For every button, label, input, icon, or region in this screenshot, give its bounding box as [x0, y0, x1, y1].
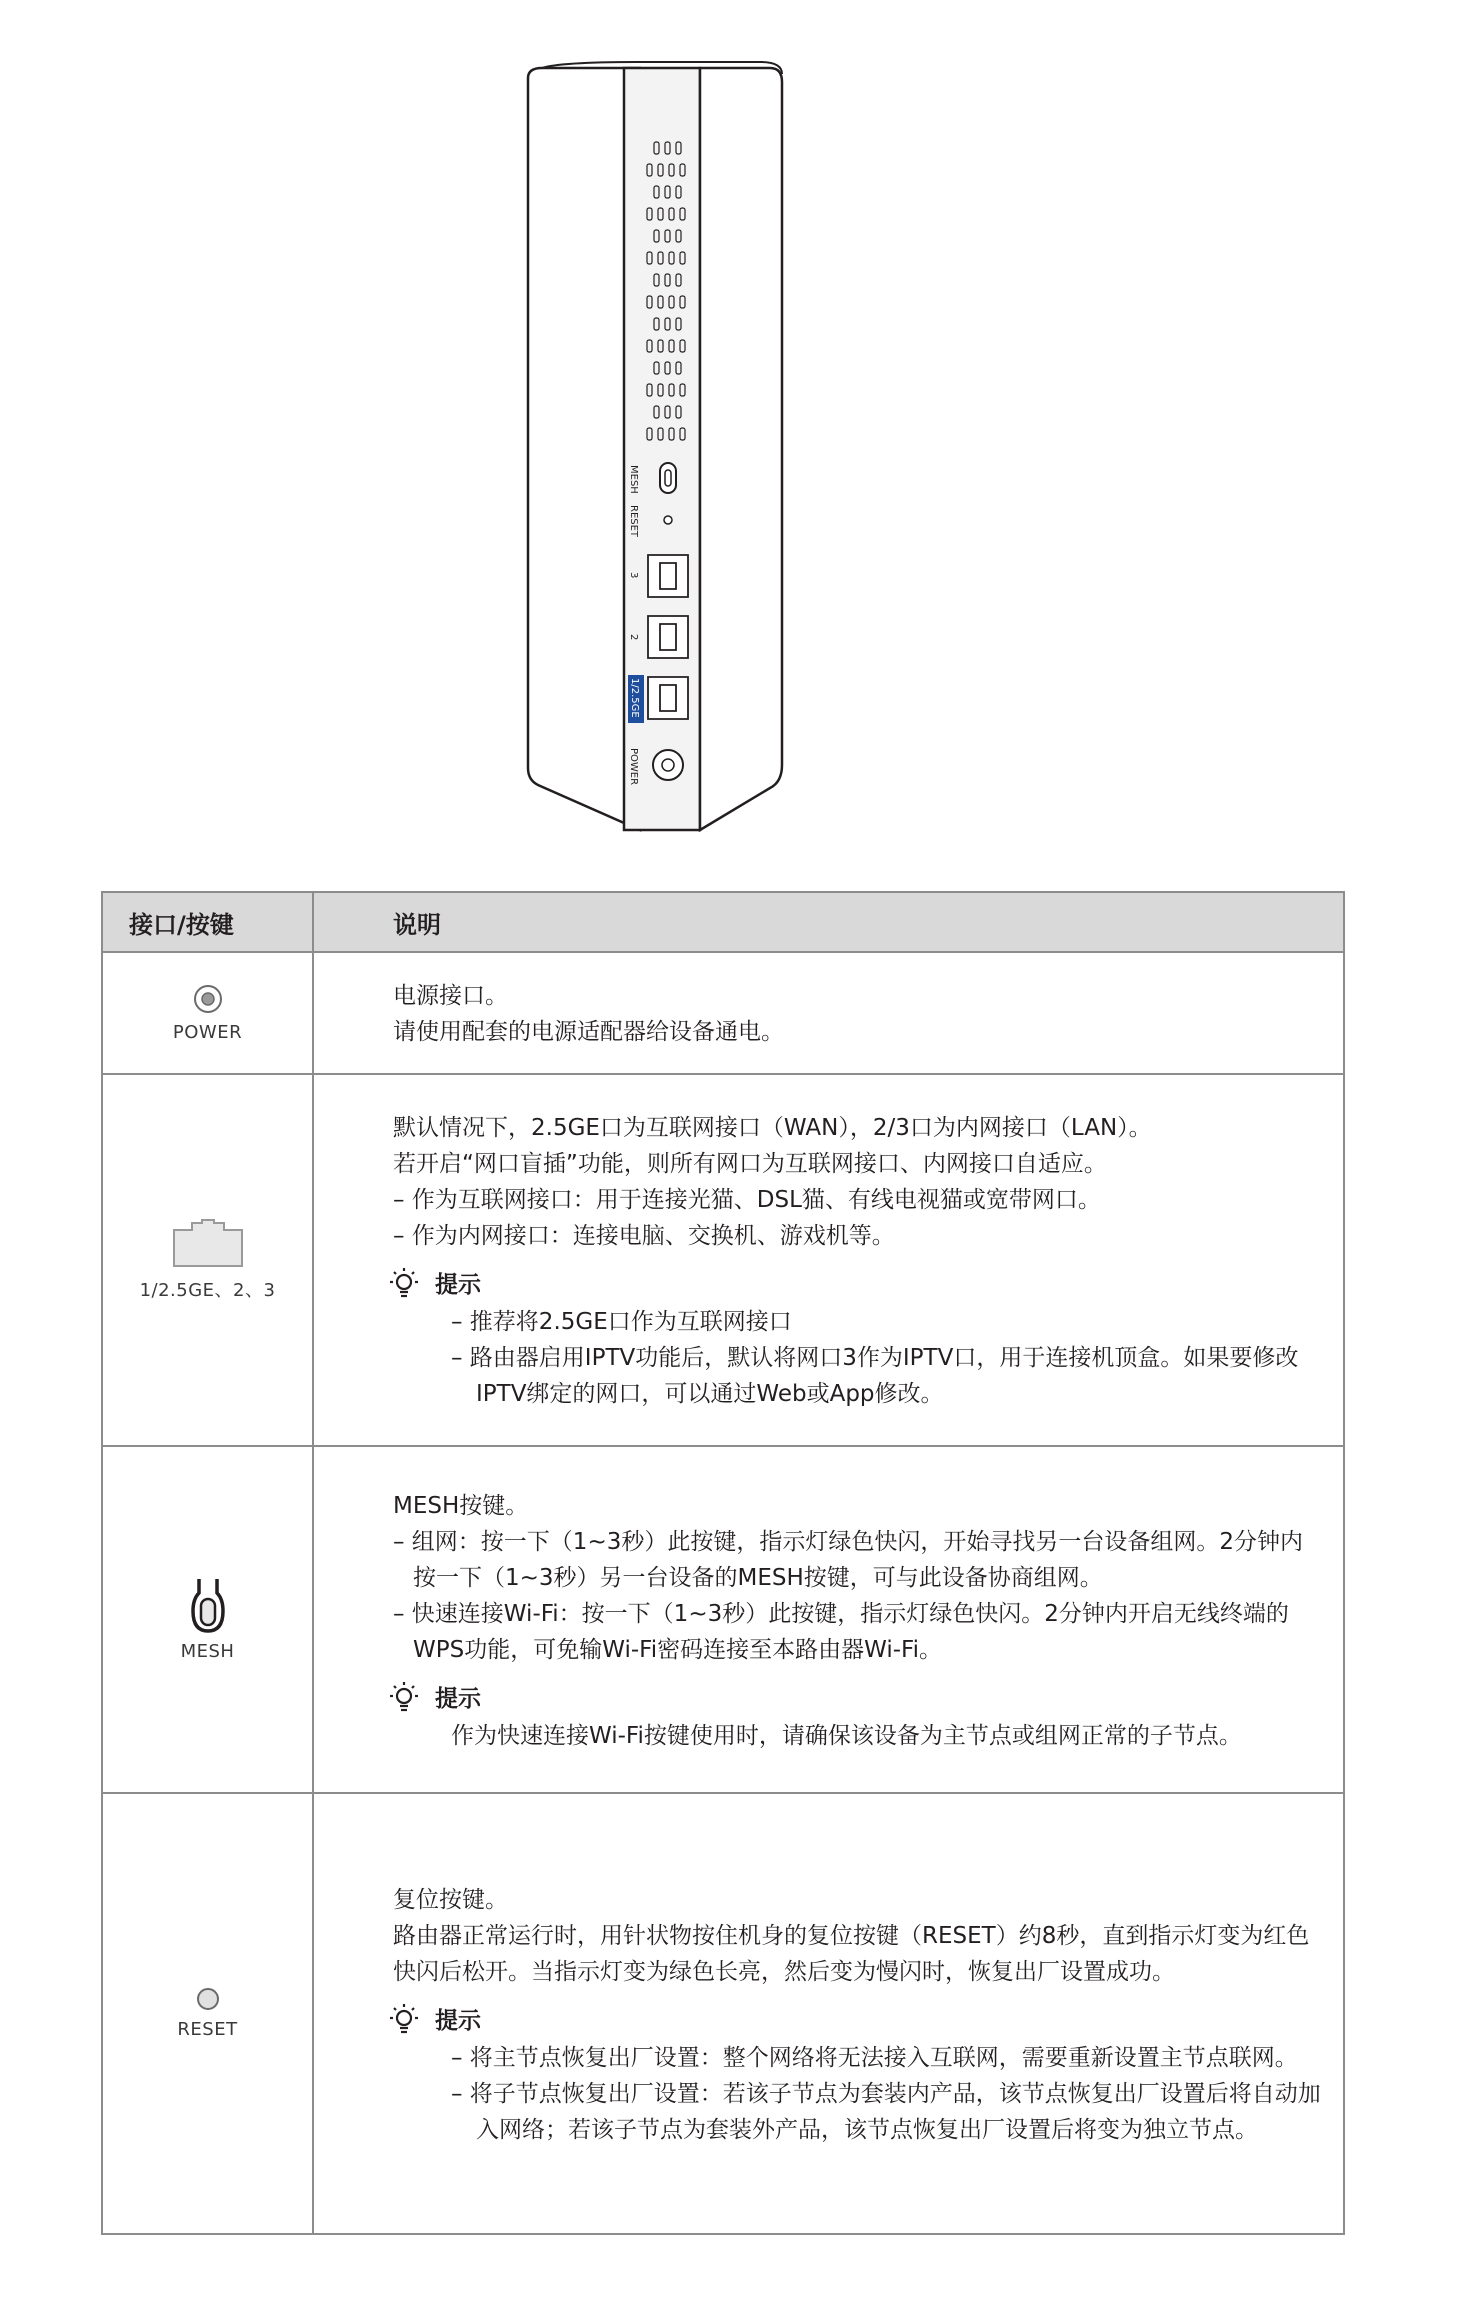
table-row-power: [102, 952, 1344, 1074]
tip-item: 作为快速连接Wi-Fi按键使用时，请确保该设备为主节点或组网正常的子节点。: [451, 1722, 1242, 1749]
lightbulb-icon: [385, 1266, 423, 1304]
reset-desc-line: 复位按键。: [393, 1886, 508, 1913]
reset-tip-body: [393, 2040, 1323, 2148]
table-row-ethernet: [102, 1074, 1344, 1446]
mesh-desc-line: – 组网：按一下（1~3秒）此按键，指示灯绿色快闪，开始寻找另一台设备组网。2分钟内按一下（1~3秒）另一台设备的MESH按键，可与此设备协商组网。: [393, 1528, 1303, 1591]
port2-label: 2: [628, 634, 639, 641]
power-desc: [313, 952, 1344, 1074]
tip-item: – 路由器启用IPTV功能后，默认将网口3作为IPTV口，用于连接机顶盒。如果要修改IPTV绑定的网口，可以通过Web或App修改。: [451, 1345, 1299, 1407]
reset-label: RESET: [177, 2019, 238, 2040]
table-row-mesh: [102, 1446, 1344, 1793]
reset-desc: [313, 1793, 1344, 2234]
ethernet-port-icon: [172, 1218, 244, 1268]
ethernet-desc: [313, 1074, 1344, 1446]
header-key: 接口/按键: [102, 892, 313, 952]
port3-label: 3: [628, 572, 639, 579]
power-label: POWER: [172, 1021, 243, 1043]
reset-desc-line: 路由器正常运行时，用针状物按住机身的复位按键（RESET）约8秒，直到指示灯变为红色快闪后松开。当指示灯变为绿色长亮，然后变为慢闪时，恢复出厂设置成功。: [393, 1922, 1310, 1985]
ports-table: [101, 891, 1345, 2235]
power-key-cell: [102, 952, 313, 1074]
mesh-label: MESH: [180, 1641, 235, 1662]
mesh-port-label: MESH: [628, 465, 639, 494]
port1-label: 1/2.5GE: [629, 678, 640, 718]
ethernet-key-cell: [102, 1074, 313, 1446]
reset-port-label: RESET: [628, 505, 639, 538]
ethernet-desc-line: 若开启“网口盲插”功能，则所有网口为互联网接口、内网接口自适应。: [393, 1151, 1107, 1177]
ethernet-tip-body: [393, 1304, 1323, 1412]
lightbulb-icon: [385, 1680, 423, 1718]
ethernet-tip-heading: [385, 1266, 1323, 1304]
table-row-reset: [102, 1793, 1344, 2234]
lightbulb-icon: [385, 2002, 423, 2040]
ethernet-label: 1/2.5GE、2、3: [139, 1280, 276, 1301]
mesh-desc: [313, 1446, 1344, 1793]
power-port-label: POWER: [628, 748, 639, 786]
ethernet-desc-line: – 作为互联网接口：用于连接光猫、DSL猫、有线电视猫或宽带网口。: [393, 1187, 1101, 1213]
ethernet-desc-line: – 作为内网接口：连接电脑、交换机、游戏机等。: [393, 1223, 895, 1249]
mesh-tip-body: [393, 1718, 1323, 1754]
power-desc-line: 电源接口。: [393, 983, 508, 1009]
mesh-desc-line: – 快速连接Wi-Fi：按一下（1~3秒）此按键，指示灯绿色快闪。2分钟内开启无线终端的WPS功能，可免输Wi-Fi密码连接至本路由器Wi-Fi。: [393, 1600, 1289, 1663]
ethernet-desc-line: 默认情况下，2.5GE口为互联网接口（WAN），2/3口为内网接口（LAN）。: [393, 1115, 1152, 1141]
tip-item: – 将主节点恢复出厂设置：整个网络将无法接入互联网，需要重新设置主节点联网。: [451, 2044, 1298, 2071]
tip-item: – 推荐将2.5GE口作为互联网接口: [451, 1309, 792, 1335]
tip-title: 提示: [435, 1272, 481, 1298]
mesh-tip-heading: [385, 1680, 1323, 1718]
reset-tip-heading: [385, 2002, 1323, 2040]
reset-button-icon: [196, 1987, 220, 2011]
header-desc: 说明: [313, 892, 1344, 952]
router-rear-illustration: [520, 60, 940, 835]
mesh-button-icon: [191, 1577, 225, 1633]
tip-item: – 将子节点恢复出厂设置：若该子节点为套装内产品，该节点恢复出厂设置后将自动加入网络；若该子节点为套装外产品，该节点恢复出厂设置后将变为独立节点。: [451, 2080, 1321, 2143]
reset-key-cell: [102, 1793, 313, 2234]
tip-title: 提示: [435, 1685, 481, 1712]
table-header-row: [102, 892, 1344, 952]
power-desc-line: 请使用配套的电源适配器给设备通电。: [393, 1019, 784, 1045]
mesh-key-cell: [102, 1446, 313, 1793]
mesh-desc-line: MESH按键。: [393, 1492, 529, 1519]
tip-title: 提示: [435, 2007, 481, 2034]
power-jack-icon: [193, 984, 223, 1014]
